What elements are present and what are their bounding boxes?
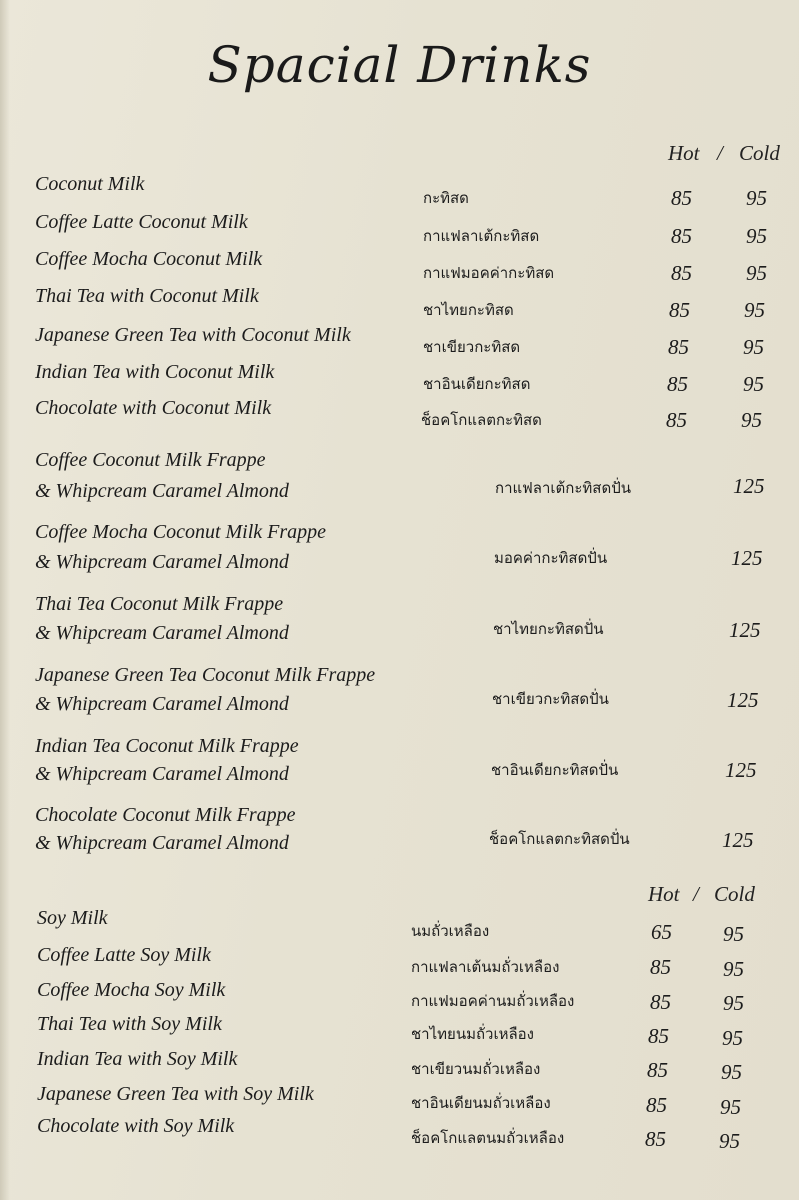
drink-name: Thai Tea with Soy Milk — [37, 1013, 222, 1035]
frappe-name-line2: & Whipcream Caramel Almond — [35, 693, 289, 715]
hot-price: 85 — [671, 261, 692, 285]
frappe-name-thai: ชาไทยกะทิสดปั่น — [493, 620, 604, 638]
page-edge-shadow — [0, 0, 10, 1200]
drink-name: Coffee Latte Soy Milk — [37, 944, 211, 966]
frappe-name-thai: ช็อคโกแลตกะทิสดปั่น — [489, 830, 630, 848]
hot-price: 85 — [668, 335, 689, 359]
drink-name: Indian Tea with Coconut Milk — [35, 361, 275, 383]
cold-price: 95 — [719, 1129, 740, 1153]
frappe-name-line2: & Whipcream Caramel Almond — [35, 622, 289, 644]
drink-name-thai: นมถั่วเหลือง — [411, 922, 490, 940]
soy-header-separator: / — [693, 882, 699, 906]
drink-name-thai: กาแฟมอคค่านมถั่วเหลือง — [411, 992, 575, 1010]
cold-price: 95 — [743, 335, 764, 359]
cold-price: 95 — [722, 1026, 743, 1050]
drink-name-thai: ชาไทยนมถั่วเหลือง — [411, 1025, 535, 1043]
cold-price: 95 — [743, 372, 764, 396]
frappe-price: 125 — [725, 758, 757, 782]
frappe-name-line2: & Whipcream Caramel Almond — [35, 551, 289, 573]
frappe-name-line1: Indian Tea Coconut Milk Frappe — [35, 735, 299, 757]
drink-name-thai: ช็อคโกแลตนมถั่วเหลือง — [411, 1129, 565, 1147]
drink-name: Coffee Mocha Soy Milk — [37, 979, 226, 1001]
coconut-header-separator: / — [717, 141, 723, 165]
hot-price: 85 — [671, 186, 692, 210]
drink-name-thai: ชาไทยกะทิสด — [423, 301, 514, 319]
cold-price: 95 — [721, 1060, 742, 1084]
hot-price: 85 — [647, 1058, 668, 1082]
frappe-name-thai: มอคค่ากะทิสดปั่น — [494, 549, 608, 567]
cold-price: 95 — [723, 957, 744, 981]
frappe-name-line1: Chocolate Coconut Milk Frappe — [35, 804, 296, 826]
frappe-price: 125 — [733, 474, 765, 498]
drink-name-thai: กะทิสด — [423, 189, 469, 207]
drink-name: Soy Milk — [37, 907, 108, 929]
cold-price: 95 — [723, 922, 744, 946]
hot-price: 85 — [667, 372, 688, 396]
frappe-price: 125 — [722, 828, 754, 852]
drink-name-thai: กาแฟลาเต้กะทิสด — [423, 227, 540, 245]
frappe-name-line1: Thai Tea Coconut Milk Frappe — [35, 593, 284, 615]
drink-name: Japanese Green Tea with Coconut Milk — [35, 324, 351, 346]
hot-price: 85 — [646, 1093, 667, 1117]
hot-price: 85 — [671, 224, 692, 248]
frappe-name-line2: & Whipcream Caramel Almond — [35, 480, 289, 502]
drink-name: Chocolate with Coconut Milk — [35, 397, 272, 419]
hot-price: 85 — [666, 408, 687, 432]
cold-price: 95 — [720, 1095, 741, 1119]
drink-name: Coffee Mocha Coconut Milk — [35, 248, 263, 270]
hot-price: 65 — [651, 920, 672, 944]
frappe-name-thai: กาแฟลาเต้กะทิสดปั่น — [495, 479, 631, 497]
drink-name-thai: กาแฟลาเต้นมถั่วเหลือง — [411, 958, 560, 976]
drink-name: Chocolate with Soy Milk — [37, 1115, 235, 1137]
drink-name: Coconut Milk — [35, 173, 145, 195]
drink-name-thai: ชาอินเดียกะทิสด — [423, 375, 531, 393]
drink-name-thai: ชาเขียวนมถั่วเหลือง — [411, 1060, 541, 1078]
frappe-name-line1: Coffee Mocha Coconut Milk Frappe — [35, 521, 327, 543]
frappe-name-line1: Japanese Green Tea Coconut Milk Frappe — [35, 664, 376, 686]
cold-price: 95 — [746, 224, 767, 248]
frappe-price: 125 — [727, 688, 759, 712]
hot-price: 85 — [650, 955, 671, 979]
drink-name-thai: ชาอินเดียนมถั่วเหลือง — [411, 1094, 551, 1112]
frappe-price: 125 — [729, 618, 761, 642]
cold-price: 95 — [723, 991, 744, 1015]
hot-price: 85 — [648, 1024, 669, 1048]
cold-price: 95 — [746, 186, 767, 210]
frappe-name-line2: & Whipcream Caramel Almond — [35, 763, 289, 785]
soy-cold-header: Cold — [714, 882, 755, 906]
cold-price: 95 — [741, 408, 762, 432]
menu-title: Spacial Drinks — [207, 36, 592, 94]
frappe-name-line2: & Whipcream Caramel Almond — [35, 832, 289, 854]
drink-name: Coffee Latte Coconut Milk — [35, 211, 248, 233]
cold-price: 95 — [744, 298, 765, 322]
drink-name-thai: กาแฟมอคค่ากะทิสด — [423, 264, 555, 282]
coconut-hot-header: Hot — [668, 141, 700, 165]
hot-price: 85 — [669, 298, 690, 322]
frappe-name-thai: ชาอินเดียกะทิสดปั่น — [491, 761, 619, 779]
frappe-name-line1: Coffee Coconut Milk Frappe — [35, 449, 266, 471]
frappe-price: 125 — [731, 546, 763, 570]
drink-name: Thai Tea with Coconut Milk — [35, 285, 259, 307]
drink-name-thai: ชาเขียวกะทิสด — [423, 338, 521, 356]
hot-price: 85 — [645, 1127, 666, 1151]
cold-price: 95 — [746, 261, 767, 285]
coconut-cold-header: Cold — [739, 141, 780, 165]
hot-price: 85 — [650, 990, 671, 1014]
soy-hot-header: Hot — [648, 882, 680, 906]
frappe-name-thai: ชาเขียวกะทิสดปั่น — [492, 690, 609, 708]
drink-name: Indian Tea with Soy Milk — [37, 1048, 238, 1070]
drink-name: Japanese Green Tea with Soy Milk — [37, 1083, 314, 1105]
drink-name-thai: ช็อคโกแลตกะทิสด — [421, 411, 542, 429]
